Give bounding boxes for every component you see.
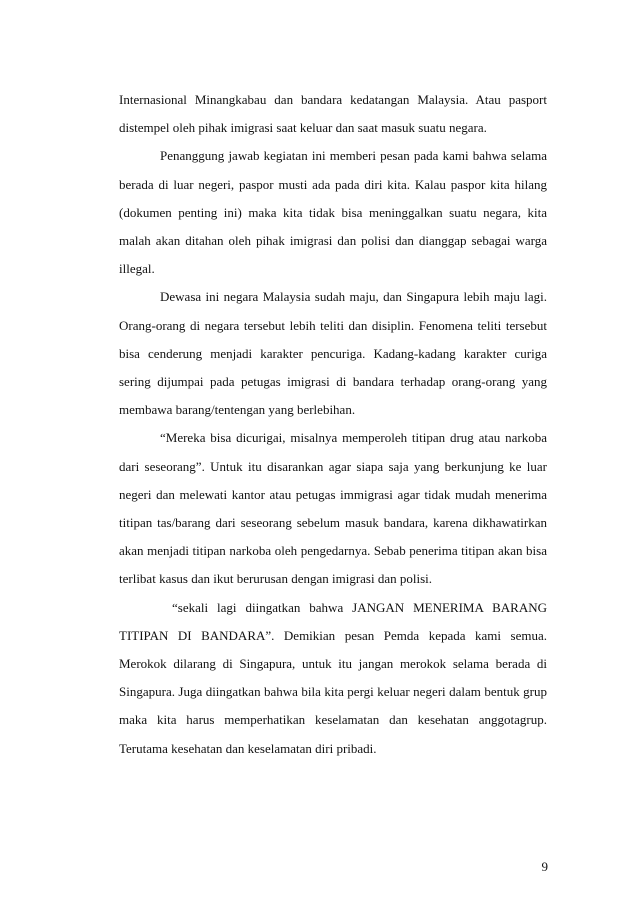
paragraph-malaysia-singapore: Dewasa ini negara Malaysia sudah maju, dan Singapura lebih maju lagi. Orang-orang di negara tersebut lebih teliti dan disiplin. Fenomena teliti tersebut bisa cenderung menjadi karakter pencuriga. Kadang-kadang karakter curiga sering dijumpai pada petugas imigrasi di bandara terhadap orang-orang yang membawa barang/tentengan yang berlebihan. — [119, 289, 547, 418]
paragraph-final-reminder: “sekali lagi diingatkan bahwa JANGAN MENERIMA BARANG TITIPAN DI BANDARA”. Demikian pesan Pemda kepada kami semua. Merokok dilarang di Singapura, untuk itu jangan merokok selama berada di Singapura. Juga diingatkan bahwa bila kita pergi keluar negeri dalam bentuk grup maka kita harus memperhatikan keselamatan dan kesehatan anggotagrup. Terutama kesehatan dan keselamatan diri pribadi. — [119, 599, 547, 756]
paragraph-passport-message: Penanggung jawab kegiatan ini memberi pesan pada kami bahwa selama berada di luar negeri, paspor musti ada pada diri kita. Kalau paspor kita hilang (dokumen penting ini) maka kita tidak bisa meninggalkan suatu negara, kita malah akan ditahan oleh pihak imigrasi dan polisi dan dianggap sebagai warga illegal. — [119, 148, 547, 277]
paragraph-suspicion-warning: “Mereka bisa dicurigai, misalnya memperoleh titipan drug atau narkoba dari seseorang”. Untuk itu disarankan agar siapa saja yang berkunjung ke luar negeri dan melewati kantor atau petugas immigrasi agar tidak mudah menerima titipan tas/barang dari seseorang sebelum masuk bandara, karena dikhawatirkan akan menjadi titipan narkoba oleh pengedarnya. Sebab penerima titipan akan bisa terlibat kasus dan ikut berurusan dengan imigrasi dan polisi. — [119, 430, 547, 587]
body-text — [119, 86, 547, 763]
paragraph-continuation: Internasional Minangkabau dan bandara kedatangan Malaysia. Atau pasport distempel oleh pihak imigrasi saat keluar dan saat masuk suatu negara. — [119, 92, 547, 136]
page-number: 9 — [541, 859, 548, 874]
